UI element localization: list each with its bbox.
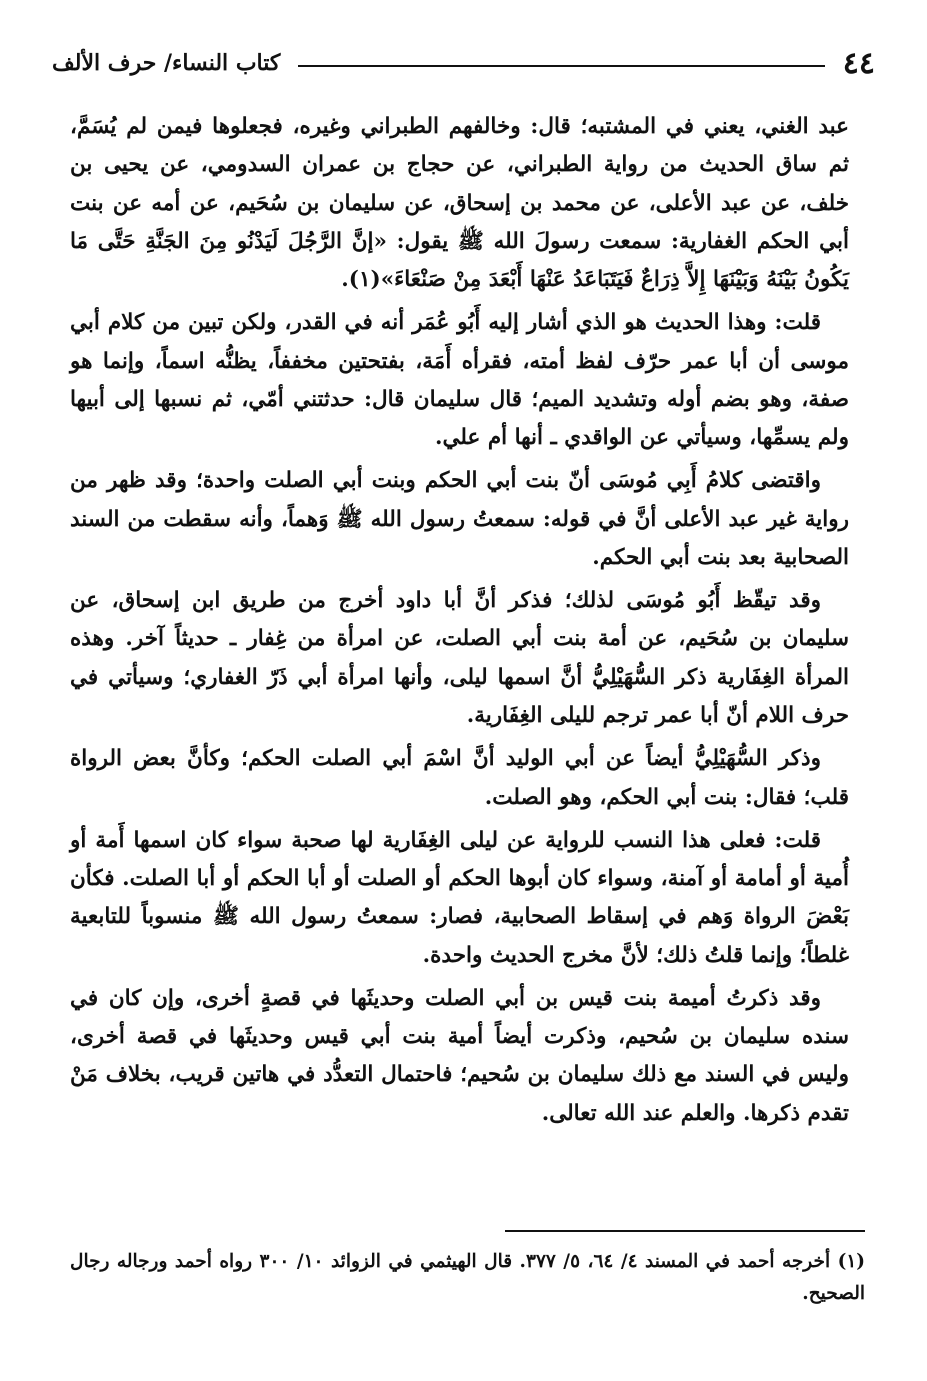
paragraph: قلت: فعلى هذا النسب للرواية عن ليلى الغِفَارية لها صحبة سواء كان اسمها أَمة أو أُمية أو أمامة أو آمنة، وسواء كان أبوها الحكم أو الصلت أو أبا الحكم أو أبا الصلت. فكأن بَعْضَ الرواة وَهم في إسقاط الصحابية، فصار: سمعتُ رسول الله ﷺ منسوباً للتابعية غلطاً؛ وإنما قلتُ ذلك؛ لأنَّ مخرج الحديث واحدة. [70, 827, 849, 968]
paragraph: واقتضى كلامُ أَبِي مُوسَى أنّ بنت أبي الحكم وبنت أبي الصلت واحدة؛ وقد ظهر من رواية غير عبد الأعلى أنَّ في قوله: سمعتُ رسول الله ﷺ وَهماً، وأنه سقطت من السند الصحابية بعد بنت أبي الحكم. [70, 468, 849, 570]
page-number: ٤٤ [842, 45, 875, 81]
header-rule [298, 65, 824, 67]
running-title: كتاب النساء/ حرف الألف [52, 50, 281, 76]
paragraph: وقد تيقّظ أَبُو مُوسَى لذلك؛ فذكر أنَّ أبا داود أخرج من طريق ابن إسحاق، عن سليمان بن سُحَيم، عن أمة بنت أبي الصلت، عن امرأة من غِفار ـ حديثاً آخر. وهذه المرأة الغِفَارية ذكر السُّهَيْلِيُّ أنَّ اسمها ليلى، وأنها امرأة أبي ذَرّ الغفاري؛ وسيأتي في حرف اللام أنّ أبا عمر ترجم لليلى الغِفَارية. [70, 588, 849, 728]
footnotes [70, 1246, 865, 1311]
paragraph: عبد الغني، يعني في المشتبه؛ قال: وخالفهم الطبراني وغيره، فجعلوها فيمن لم يُسَمَّ، ثم ساق الحديث من رواية الطبراني، عن حجاج بن عمران السدومي، عن يحيى بن خلف، عن عبد الأعلى، عن محمد بن إسحاق، عن سليمان بن سُحَيم، عن أمه عن بنت أبي الحكم الغفارية: سمعت رسولَ الله ﷺ يقول: «إنَّ الرَّجُلَ لَيَدْنُو مِنَ الجَنَّةِ حَتَّى مَا يَكُونُ بَيْنَهُ وَبَيْنَهَا إِلاَّ ذِرَاعٌ فَيَتَبَاعَدُ عَنْهَا أَبْعَدَ مِنْ صَنْعَاءَ»(١). [70, 114, 849, 293]
footnote-separator [505, 1230, 865, 1232]
paragraph: وقد ذكرتُ أميمة بنت قيس بن أبي الصلت وحديثَها في قصةٍ أخرى، وإن كان في سنده سليمان بن سُحيم، وذكرت أيضاً أمية بنت أبي قيس وحديثَها في قصة أخرى، وليس في السند مع ذلك سليمان بن سُحيم؛ فاحتمال التعدُّد في هاتين قريب، بخلاف مَنْ تقدم ذكرها. والعلم عند الله تعالى. [70, 985, 849, 1126]
main-text [70, 108, 849, 1138]
footnote: (١) أخرجه أحمد في المسند ٤/ ٦٤، ٥/ ٣٧٧. قال الهيثمي في الزوائد ١٠/ ٣٠٠ رواه أحمد ورجاله رجال الصحيح. [70, 1251, 866, 1305]
page-header [52, 38, 875, 88]
paragraph: وذكر السُّهَيْلِيُّ أيضاً عن أبي الوليد أنَّ اسْمَ أبي الصلت الحكم؛ وكأنَّ بعض الرواة قلب؛ فقال: بنت أبي الحكم، وهو الصلت. [70, 746, 849, 810]
paragraph: قلت: وهذا الحديث هو الذي أشار إليه أَبُو عُمَر أنه في القدر، ولكن تبين من كلام أبي موسى أن أبا عمر حرّف لفظ أمته، فقرأه أَمَة، بفتحتين مخففاً، يظنُّه اسماً، وإنما هو صفة، وهو بضم أوله وتشديد الميم؛ قال سليمان قال: حدثتني أمّي، ثم نسبها إلى أبيها ولم يسمِّها، وسيأتي عن الواقدي ـ أنها أم علي. [70, 310, 849, 451]
